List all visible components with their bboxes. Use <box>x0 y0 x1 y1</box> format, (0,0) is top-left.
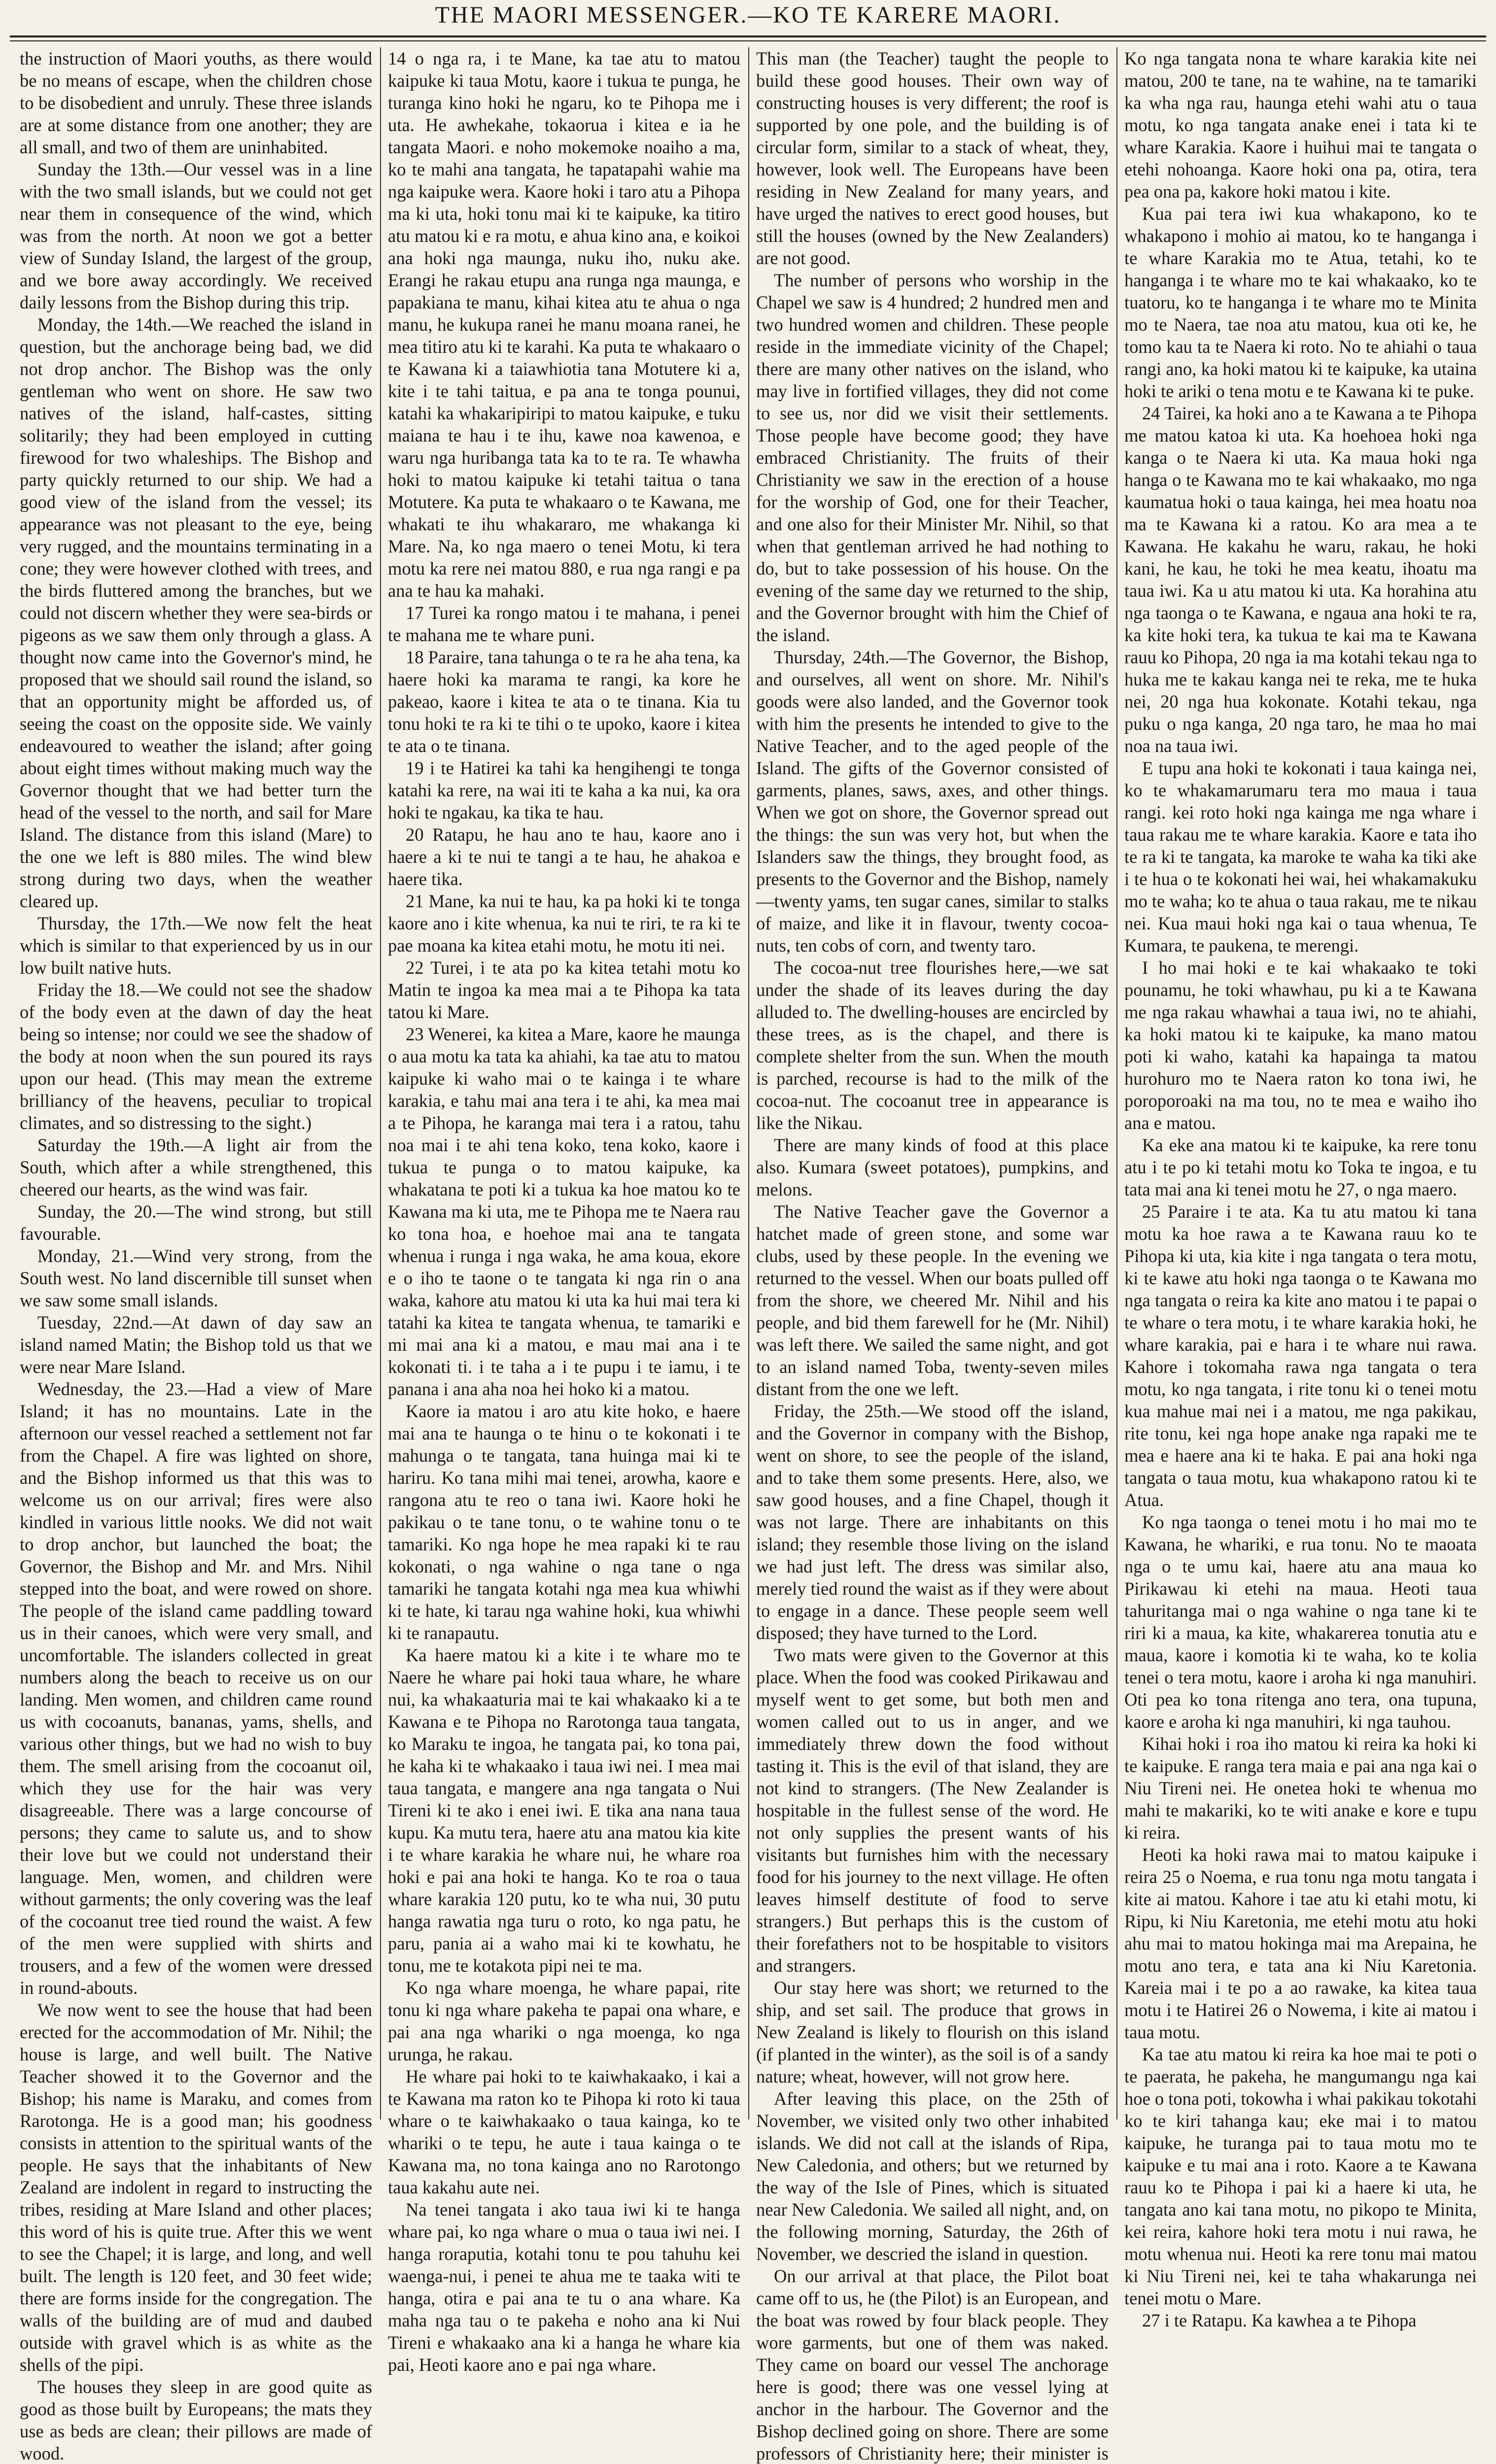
paragraph: Tuesday, 22nd.—At dawn of day saw an island named Matin; the Bishop told us that we were near Mare Island. <box>20 1312 372 1377</box>
paragraph: 19 i te Hatirei ka tahi ka hengihengi te tonga katahi ka rere, na wai iti te kaha a ka nui, ka ora hoki te ngakau, ka tika te hau. <box>388 758 740 822</box>
paragraph: Ka tae atu matou ki reira ka hoe mai te poti o te paerata, he pakeha, he mangumangu nga kai hoe o tona poti, tokowha i whai pakikau tokotahi ko te kiri tahanga kau; eke mai i to matou kaipuke, he turanga pai to taua motu mo te kaipuke e tu mai ana i roto. Kaore a te Kawana rauu ko te Pihopa i pai ki a haere ki uta, he tangata ano kai tana motu, no pikopo te Minita, kei reira, kahore hoki tera motu i nui rawa, he motu whenua nui. Heoti ka rere tonu mai matou ki Niu Tireni nei, kei te taha whakarunga nei tenei motu o Mare. <box>1124 2044 1477 2308</box>
newspaper-title: THE MAORI MESSENGER.—KO TE KARERE MAORI. <box>435 2 1061 28</box>
paragraph: After leaving this place, on the 25th of November, we visited only two other inhabited islands. We did not call at the islands of Ripa, New Caledonia, and others; but we returned by the way of the Isle of Pines, which is situated near New Caledonia. We sailed all night, and, on the following morning, Saturday, the 26th of November, we descried the island in question. <box>756 2088 1109 2264</box>
paragraph: 20 Ratapu, he hau ano te hau, kaore ano i haere a ki te nui te tangi a te hau, he ahakoa e haere tika. <box>388 824 740 889</box>
paragraph: Kua pai tera iwi kua whakapono, ko te whakapono i mohio ai matou, ko te hanganga i te whare Karakia mo te Atua, tetahi, ko te hanganga i te whare mo te kai whakaako, ko te tuatoru, ko te hanganga i te whare mo te Minita mo te Naera, tae noa atu matou, kua oti ke, he tomo kau ta te Naera ki roto. No te ahiahi o taua rangi ano, ka hoki matou ki te kaipuke, ka utaina hoki te ariki o tena motu e te Kawana ki te puke. <box>1124 204 1477 401</box>
paragraph: Thursday, 24th.—The Governor, the Bishop, and ourselves, all went on shore. Mr. Nihil's goods were also landed, and the Governor took with him the presents he intended to give to the Native Teacher, and to the aged people of the Island. The gifts of the Governor consisted of garments, planes, saws, axes, and other things. When we got on shore, the Governor spread out the things: the sun was very hot, but when the Islanders saw the things, they brought food, as presents to the Governor and the Bishop, namely—twenty yams, ten sugar canes, similar to stalks of maize, and like it in flavour, twenty cocoa-nuts, ten cobs of corn, and twenty taro. <box>756 647 1109 956</box>
paragraph: 23 Wenerei, ka kitea a Mare, kaore he maunga o aua motu ka tata ka ahiahi, ka tae atu to matou kaipuke ki waho mai o te kainga i te whare karakia, e tahu mai ana tera i te ahi, ka mea mai a te Pihopa, he karanga mai tera i a ratou, tahu noa mai i te ahi tena koko, tena koko, kaore i tukua te punga o to matou kaipuke, ka whakatana te poti ki a tukua ka hoe matou ko te Kawana ma ki uta, me te Pihopa me te Naera rau ko tona hoa, e hoehoe mai ana te tangata whenua i runga i nga waka, he ama koua, ekore e o iho te taone o te tangata ki nga rin o ana waka, kahore atu matou ki uta ka hui mai tera ki tatahi ka kitea te tangata whenua, te tamariki e mi mai ana ki a matou, e mau mai ana i te kokonati ti. i te taha a i te pupu i te iamu, i te panana i ana aha noa hei hoko ki a matou. <box>388 1024 740 1399</box>
column-english-1 <box>20 47 372 2464</box>
paragraph: Ko nga tangata nona te whare karakia kite nei matou, 200 te tane, na te wahine, na te tamariki ka wha nga rau, haunga etehi wahi atu o taua motu, ko nga tangata anake enei i tata ki te whare Karakia. Kaore i huihui mai te tangata o etehi nohoanga. Kaore hoki ona pa, otira, tera pea ona pa, kakore hoki matou i kite. <box>1124 48 1477 202</box>
paragraph: Sunday the 13th.—Our vessel was in a line with the two small islands, but we could not get near them in consequence of the wind, which was from the north. At noon we got a better view of Sunday Island, the largest of the group, and we bore away accordingly. We received daily lessons from the Bishop during this trip. <box>20 159 372 312</box>
paragraph: the instruction of Maori youths, as there would be no means of escape, when the children chose to be disobedient and unruly. These three islands are at some distance from one another; they are all small, and two of them are uninhabited. <box>20 48 372 157</box>
paragraph: Sunday, the 20.—The wind strong, but still favourable. <box>20 1201 372 1244</box>
paragraph: Thursday, the 17th.—We now felt the heat which is similar to that experienced by us in our low built native huts. <box>20 913 372 978</box>
paragraph: Kihai hoki i roa iho matou ki reira ka hoki ki te kaipuke. E ranga tera maia e pai ana nga kai o Niu Tireni nei. He onetea hoki te whenua mo mahi te makariki, ko te witi anake e kore e tupu ki reira. <box>1124 1734 1477 1843</box>
paragraph: 27 i te Ratapu. Ka kawhea a te Pihopa <box>1142 2310 1417 2330</box>
paragraph: We now went to see the house that had been erected for the accommodation of Mr. Nihil; the house is large, and well built. The Native Teacher showed it to the Governor and the Bishop; his name is Maraku, and comes from Rarotonga. He is a good man; his goodness consists in attention to the spiritual wants of the people. He says that the inhabitants of New Zealand are indolent in regard to instructing the tribes, residing at Mare Island and other places; this word of his is quite true. After this we went to see the Chapel; it is large, and long, and well built. The length is 120 feet, and 30 feet wide; there are forms inside for the congregation. The walls of the building are of mud and daubed outside with gravel which is as white as the shells of the pipi. <box>20 2000 372 2375</box>
paragraph: 25 Paraire i te ata. Ka tu atu matou ki tana motu ka hoe rawa a te Kawana rauu ko te Pihopa ki uta, kia kite i nga tangata o tera motu, ki te kawe atu hoki nga taonga o te Kawana mo nga tangata o reira ka kite ano matou i te papai o te whare o tera motu, i te whare karakia hoki, he whare karakia, pai e hara i te whare nui rawa. Kahore i tokomaha rawa nga tangata o tera motu, ko nga tangata, i rite tonu ki o tenei motu kua mahue mai nei i a matou, me nga pakikau, rite tonu, kei nga hope anake nga rapaki me te mea e haere ana ki te haka. E pai ana hoki nga tangata o taua motu, kua whakapono ratou ki te Atua. <box>1124 1201 1477 1510</box>
masthead <box>0 0 1496 31</box>
paragraph: The number of persons who worship in the Chapel we saw is 4 hundred; 2 hundred men and two hundred women and children. These people reside in the immediate vicinity of the Chapel; there are many other natives on the island, who may live in fortified villages, they did not come to see us, nor did we visit their settlements. Those people have become good; they have embraced Christianity. The fruits of their Christianity we saw in the erection of a house for the worship of God, one for their Teacher, and one also for their Minister Mr. Nihil, so that when that gentleman arrived he had nothing to do, but to take possession of his house. On the evening of the same day we returned to the ship, and the Governor brought with him the Chief of the island. <box>756 270 1109 645</box>
paragraph: Ko nga taonga o tenei motu i ho mai mo te Kawana, he whariki, e rua tonu. No te maoata nga o te umu kai, haere atu ana maua ko Pirikawau ki etehi na maua. Heoti taua tahuritanga mai o nga wahine o nga tane ki te riri ki a maua, ka kite, whakarerea tonutia atu e maua, kaore i komotia ki te waha, ko te kolia tenei o tera motu, kaore i aroha ki nga manuhiri. Oti pea ko tona ritenga ano tera, ona tupuna, kaore e aroha ki nga manuhiri, ki nga tauhou. <box>1124 1512 1477 1732</box>
column-divider <box>1116 47 1117 2120</box>
paragraph: 24 Tairei, ka hoki ano a te Kawana a te Pihopa me matou katoa ki uta. Ka hoehoea hoki nga kanga o te Naera ki uta. Ka maua hoki nga hanga o te Kawana mo te kai whakaako, mo nga kaumatua hoki o taua kainga, hei mea hoatu noa ma te Kawana ki a ratou. Ko ara mea a te Kawana. He kakahu he waru, rakau, he hoki kani, he kau, he toki he mea keatu, ihoatu ma taua iwi. Ka u atu matou ki uta. Ka horahina atu nga taonga o te Kawana, e ngaua ana hoki te ra, ka kite hoki tera, ka tukua te kai ma te Kawana rauu ko Pihopa, 20 nga ia ma kotahi tekau nga to huka me te kakau kanga nei te reka, me te huka nei, 20 nga hua kokonate. Kotahi tekau, nga puku o nga kanga, 20 nga taro, he maa ho mai noa na taua iwi. <box>1124 403 1477 756</box>
paragraph: Na tenei tangata i ako taua iwi ki te hanga whare pai, ko nga whare o mua o taua iwi nei. I hanga roraputia, kotahi tonu te pou tahuhu kei waenga-nui, i penei te ahua me te taaka witi te hanga, otira e pai ana te tu o ana whare. Ka maha nga tau o te pakeha e noho ana ki Nui Tireni e whakaako ana ki a hanga he whare kia pai, Heoti kaore ano e pai nga whare. <box>388 2199 740 2375</box>
paragraph: Saturday the 19th.—A light air from the South, which after a while strengthened, this cheered our hearts, as the wind was fair. <box>20 1135 372 1199</box>
paragraph: 22 Turei, i te ata po ka kitea tetahi motu ko Matin te ingoa ka mea mai a te Pihopa ka tata tatou ki Mare. <box>388 958 740 1022</box>
paragraph: Two mats were given to the Governor at this place. When the food was cooked Pirikawau and myself went to get some, but both men and women called out to us in anger, and we immediately threw down the food without tasting it. This is the evil of that island, they are not kind to strangers. (The New Zealander is hospitable in the fullest sense of the word. He not only supplies the present wants of his visitants but furnishes him with the necessary food for his journey to the next village. He often leaves himself destitute of food to serve strangers.) But perhaps this is the custom of their forefathers not to be hospitable to visitors and strangers. <box>756 1645 1109 1976</box>
article-columns <box>20 47 1479 2464</box>
paragraph: Monday, 21.—Wind very strong, from the South west. No land discernible till sunset when we saw some small islands. <box>20 1246 372 1310</box>
column-maori-2 <box>1124 47 1477 2330</box>
paragraph: The houses they sleep in are good quite as good as those built by Europeans; the mats they use as beds are clean; their pillows are made of wood. <box>20 2377 372 2464</box>
paragraph: Friday the 18.—We could not see the shadow of the body even at the dawn of day the heat being so intense; nor could we see the shadow of the body at noon when the sun poured its rays upon our head. (This may mean the extreme brilliancy of the heavens, peculiar to tropical climates, and so distressing to the sight.) <box>20 980 372 1133</box>
paragraph: This man (the Teacher) taught the people to build these good houses. Their own way of constructing houses is very different; the roof is supported by one pole, and the building is of circular form, similar to a stack of wheat, they, however, look well. The Europeans have been residing in New Zealand for many years, and have urged the natives to erect good houses, but still the houses (owned by the New Zealanders) are not good. <box>756 48 1109 268</box>
paragraph: I ho mai hoki e te kai whakaako te toki pounamu, he toki whawhau, pu ki a te Kawana me nga rakau whawhai a taua iwi, no te ahiahi, ka hoki matou ki te kaipuke, ka mano matou poti ki waho, katahi ka hapainga ta matou hurohuro mo te Naera raton ko tona iwi, he poroporoaki na ma tou, no te mea e waiho iho ana e matou. <box>1124 958 1477 1133</box>
header-rule-thin <box>10 40 1486 41</box>
column-english-2 <box>756 47 1109 2464</box>
column-divider <box>748 47 749 2120</box>
paragraph: Kaore ia matou i aro atu kite hoko, e haere mai ana te haunga o te hinu o te kokonati i te mahunga o te tangata, tana huinga mai ki te hariru. Ko tana mihi mai tenei, arowha, kaore e rangona atu te reo o tana iwi. Kaore hoki he pakikau o te tane tonu, o te wahine tonu o te tamariki. Ko nga hope he mea rapaki ki te rau kokonati, o nga wahine o nga tane o nga tamariki he tangata kotahi nga mea kua whiwhi ki te hate, ki tarau nga wahine hoki, kua whiwhi ki te ranapautu. <box>388 1401 740 1643</box>
paragraph: Ko nga whare moenga, he whare papai, rite tonu ki nga whare pakeha te papai ona whare, e pai ana nga whariki o nga moenga, ko nga urunga, he rakau. <box>388 1978 740 2064</box>
paragraph: Ka eke ana matou ki te kaipuke, ka rere tonu atu i te po ki tetahi motu ko Toka te ingoa, e tu tata mai ana ki tenei motu he 27, o nga maero. <box>1124 1135 1477 1199</box>
paragraph: 14 o nga ra, i te Mane, ka tae atu to matou kaipuke ki taua Motu, kaore i tukua te punga, he turanga kino hoki he ngaru, ko te Pihopa me i uta. He awhekahe, tokaorua i kitea e ia he tangata Maori. e noho mokemoke noaiho a ma, ko te mahi ana tangata, he tapatapahi wahie ma nga kaipuke wera. Kaore hoki i taro atu a Pihopa ma ki uta, hoki tonu mai ki te kaipuke, ka titiro atu matou ki e ra motu, e ahua kino ana, e koikoi ana hoki nga maunga, nuku iho, nuku ake. Erangi he rakau etupu ana runga nga maunga, e papakiana te manu, kihai kitea atu te ahua o nga manu, he kukupa ranei he manu moana ranei, he mea titiro atu ki te karahi. Ka puta te whakaaro o te Kawana ki a taiawhiotia tana Motutere ki a, kite i te tahi taitua, e pa ana te tonga pounui, katahi ka whakaripiripi to matou kaipuke, e tuku maiana te hau i te ihu, kawe noa kawenoa, e waru nga huribanga tata ka to te ra. Te whawha hoki to matou kaipuke ki tetahi taitua o tana Motutere. Ka puta te whakaaro o te Kawana, me whakati te ihu whakararo, me whakanga ki Mare. Na, ko nga maero o tenei Motu, ki tera motu ka rere nei matou 880, e rua nga rangi e pa ana te hau ka mahaki. <box>388 48 740 601</box>
header-rule-thick <box>10 35 1486 37</box>
paragraph: E tupu ana hoki te kokonati i taua kainga nei, ko te whakamarumaru tera mo maua i taua rangi. kei roto hoki nga kainga me nga whare i taua rakau me te whare karakia. Kaore e tata iho te ra ki te tangata, ka maroke te waha ka tiki ake i te hua o te kokonati hei wai, hei whakamakuku mo te waha; ko te ahua o taua rakau, me te nikau nei. Kua maui hoki nga kai o taua whenua, Te Kumara, te paukena, te merengi. <box>1124 758 1477 956</box>
paragraph: Heoti ka hoki rawa mai to matou kaipuke i reira 25 o Noema, e rua tonu nga motu tangata i kite ai matou. Kahore i tae atu ki etahi motu, ki Ripu, ki Niu Karetonia, me etehi motu atu hoki ahu mai to matou hokinga mai ma Arepaina, he motu ano tera, e tata ana ki Niu Karetonia. Kareia mai i te po a ao rawake, ka kitea taua motu i te Hatirei 26 o Nowema, i kite ai matou i taua motu. <box>1124 1845 1477 2042</box>
paragraph: Our stay here was short; we returned to the ship, and set sail. The produce that grows in New Zealand is likely to flourish on this island (if planted in the winter), as the soil is of a sandy nature; wheat, however, will not grow here. <box>756 1978 1109 2087</box>
paragraph: Ka haere matou ki a kite i te whare mo te Naere he whare pai hoki taua whare, he whare nui, ka whakaaturia mai te kai whakaako ki a te Kawana e te Pihopa no Rarotonga taua tangata, ko Maraku te ingoa, he tangata pai, ko tona pai, he kaha ki te whakaako i taua iwi nei. I mea mai taua tangata, e mangere ana nga tangata o Nui Tireni ki te ako i enei iwi. E tika ana nana taua kupu. Ka mutu tera, haere atu ana matou kia kite i te whare karakia he whare nui, he whare roa hoki e pai ana hoki te hanga. Ko te roa o taua whare karakia 120 putu, ko te wha nui, 30 putu hanga rawatia nga turu o roto, ko nga patu, he paru, pania ai a waho mai ki te kowhatu, he tonu, me te kotakota pipi nei te ma. <box>388 1645 740 1976</box>
paragraph: On our arrival at that place, the Pilot boat came off to us, he (the Pilot) is an European, and the boat was rowed by four black people. They wore garments, but one of them was naked. They came on board our vessel The anchorage here is good; there was one vessel lying at anchor in the harbour. The Governor and the Bishop declined going on shore. There are some professors of Christianity here; their minister is <box>756 2266 1109 2464</box>
paragraph: 17 Turei ka rongo matou i te mahana, i penei te mahana me te whare puni. <box>388 603 740 645</box>
paragraph: Wednesday, the 23.—Had a view of Mare Island; it has no mountains. Late in the afternoon our vessel reached a settlement not far from the Chapel. A fire was lighted on shore, and the Bishop informed us that this was to welcome us on our arrival; fires were also kindled in various little nooks. We did not wait to drop anchor, but launched the boat; the Governor, the Bishop and Mr. and Mrs. Nihil stepped into the boat, and were rowed on shore. The people of the island came paddling toward us in their canoes, which were very small, and uncomfortable. The islanders collected in great numbers along the beach to receive us on our landing. Men women, and children came round us with cocoanuts, bananas, yams, shells, and various other things, but we had no wish to buy them. The smell arising from the cocoanut oil, which they use for the hair was very disagreeable. There was a large concourse of persons; they came to salute us, and to show their love but we could not understand their language. Men, women, and children were without garments; the only covering was the leaf of the cocoanut tree tied round the waist. A few of the men were supplied with shirts and trousers, and a few of the women were dressed in round-abouts. <box>20 1379 372 1998</box>
paragraph: 21 Mane, ka nui te hau, ka pa hoki ki te tonga kaore ano i kite whenua, ka nui te riri, te ra ki te pae moana ka kitea etahi motu, he motu iti nei. <box>388 891 740 956</box>
paragraph: The cocoa-nut tree flourishes here,—we sat under the shade of its leaves during the day alluded to. The dwelling-houses are encircled by these trees, as is the chapel, and there is complete shelter from the sun. When the mouth is parched, recourse is had to the milk of the cocoa-nut. The cocoanut tree in appearance is like the Nikau. <box>756 958 1109 1133</box>
paragraph: Friday, the 25th.—We stood off the island, and the Governor in company with the Bishop, went on shore, to see the people of the island, and to take them some presents. Here, also, we saw good houses, and a fine Chapel, though it was not large. There are inhabitants on this island; they resemble those living on the island we had just left. The dress was similar also, merely tied round the waist as if they were about to engage in a dance. These people seem well disposed; they have turned to the Lord. <box>756 1401 1109 1643</box>
paragraph: He whare pai hoki to te kaiwhakaako, i kai a te Kawana ma raton ko te Pihopa ki roto ki taua whare o te kaiwhakaako o taua kainga, ko te whariki o te tepu, he aute i taua kainga o te Kawana ma, no tona kainga ano no Rarotongo taua kakahu aute nei. <box>388 2066 740 2197</box>
column-divider <box>380 47 381 2120</box>
paragraph: 18 Paraire, tana tahunga o te ra he aha tena, ka haere hoki ka marama te rangi, ka kore he pakeao, kaore i kitea te ata o te tinana. Kia tu tonu hoki te ra ki te tihi o te upoko, kaore i kitea te ata o te tinana. <box>388 647 740 756</box>
column-maori-1 <box>388 47 740 2375</box>
paragraph: Monday, the 14th.—We reached the island in question, but the anchorage being bad, we did not drop anchor. The Bishop was the only gentleman who went on shore. He saw two natives of the island, half-castes, sitting solitarily; they had been employed in cutting firewood for two whaleships. The Bishop and party quickly returned to our ship. We had a good view of the island from the vessel; its appearance was not pleasant to the eye, being very rugged, and the mountains terminating in a cone; they were however clothed with trees, and the birds fluttered among the branches, but we could not discern whether they were sea-birds or pigeons as we saw them only through a glass. A thought now came into the Governor's mind, he proposed that we should sail round the island, so that an opportunity might be afforded us, of seeing the coast on the opposite side. We vainly endeavoured to weather the island; after going about eight times without making much way the Governor thought that we had better turn the head of the vessel to the north, and sail for Mare Island. The distance from this island (Mare) to the one we left is 880 miles. The wind blew strong during two days, when the weather cleared up. <box>20 314 372 911</box>
paragraph: The Native Teacher gave the Governor a hatchet made of green stone, and some war clubs, used by these people. In the evening we returned to the vessel. When our boats pulled off from the shore, we cheered Mr. Nihil and his people, and bid them farewell for he (Mr. Nihil) was left there. We sailed the same night, and got to an island named Toba, twenty-seven miles distant from the one we left. <box>756 1201 1109 1399</box>
paragraph: There are many kinds of food at this place also. Kumara (sweet potatoes), pumpkins, and melons. <box>756 1135 1109 1199</box>
